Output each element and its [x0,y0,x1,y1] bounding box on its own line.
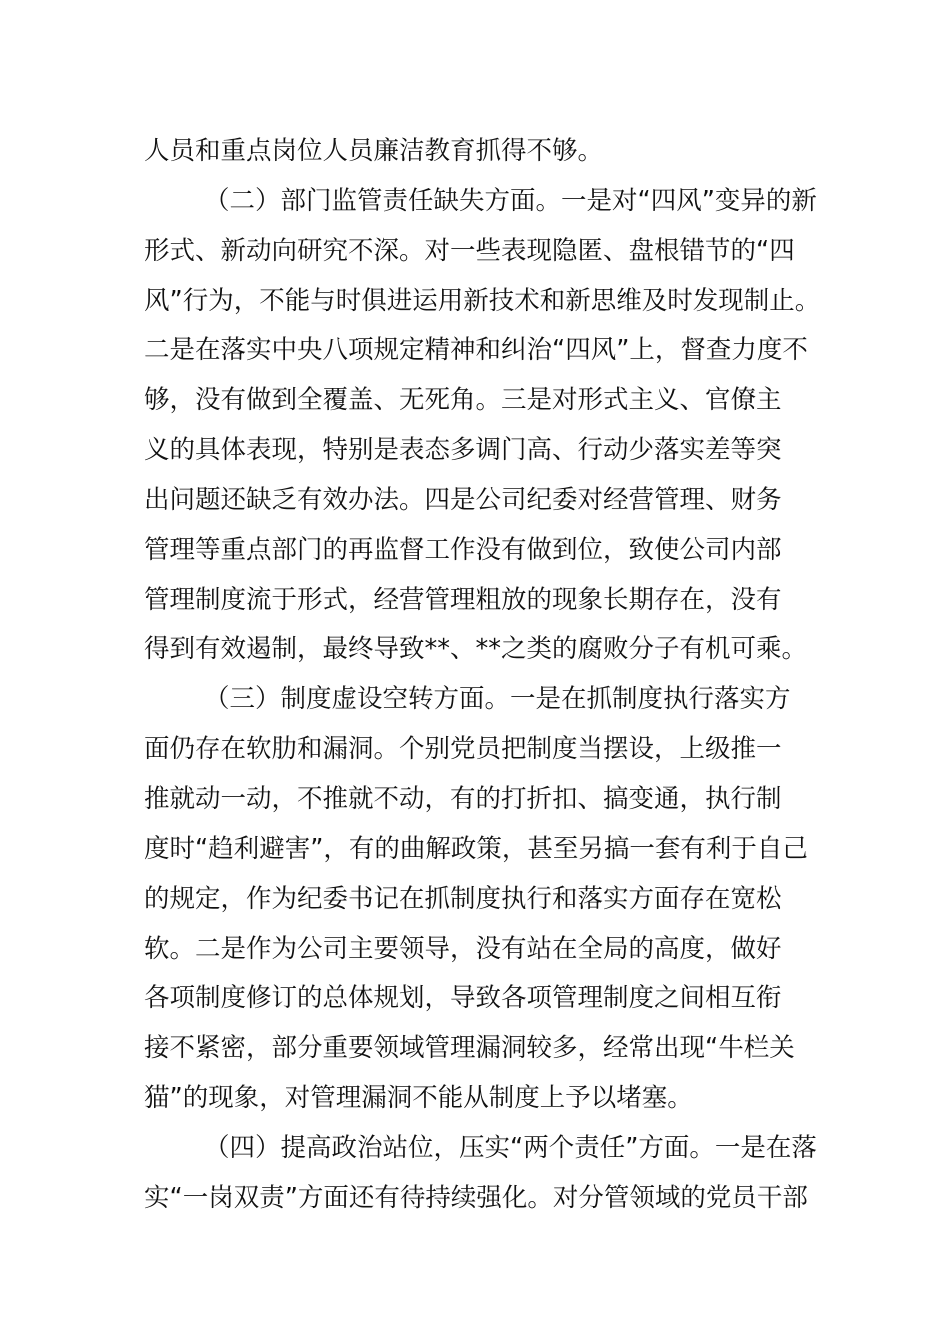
text-line: 猫”的现象，对管理漏洞不能从制度上予以堵塞。 [144,1083,693,1114]
text-line: 软。二是作为公司主要领导，没有站在全局的高度，做好 [144,933,782,964]
text-line: 形式、新动向研究不深。对一些表现隐匿、盘根错节的“四 [144,235,795,266]
text-line: 面仍存在软肋和漏洞。个别党员把制度当摆设，上级推一 [144,734,782,765]
text-line: 够，没有做到全覆盖、无死角。三是对形式主义、官僚主 [144,385,782,416]
paragraph-first-line: （三）制度虚设空转方面。一是在抓制度执行落实方 [204,684,791,715]
document-body [0,127,950,1224]
text-line: 风”行为，不能与时俱进运用新技术和新思维及时发现制止。 [144,285,821,316]
text-line: 人员和重点岗位人员廉洁教育抓得不够。 [144,136,604,166]
text-line: 实“一岗双责”方面还有待持续强化。对分管领域的党员干部 [144,1182,808,1213]
text-line: 推就动一动，不推就不动，有的打折扣、搞变通，执行制 [144,783,782,814]
paragraph-first-line: （四）提高政治站位，压实“两个责任”方面。一是在落 [204,1132,817,1163]
text-line: 接不紧密，部分重要领域管理漏洞较多，经常出现“牛栏关 [144,1033,795,1064]
text-line: 出问题还缺乏有效办法。四是公司纪委对经营管理、财务 [144,484,782,515]
text-line: 管理等重点部门的再监督工作没有做到位，致使公司内部 [144,534,782,565]
text-line: 义的具体表现，特别是表态多调门高、行动少落实差等突 [144,435,782,466]
paragraph-first-line: （二）部门监管责任缺失方面。一是对“四风”变异的新 [204,185,817,216]
text-line: 度时“趋利避害”，有的曲解政策，甚至另搞一套有利于自己 [144,833,808,864]
text-line: 管理制度流于形式，经营管理粗放的现象长期存在，没有 [144,584,782,615]
text-line: 各项制度修订的总体规划，导致各项管理制度之间相互衔 [144,983,782,1014]
text-line: 得到有效遏制，最终导致**、**之类的腐败分子有机可乘。 [144,634,808,665]
text-line: 二是在落实中央八项规定精神和纠治“四风”上，督查力度不 [144,335,808,366]
text-line: 的规定，作为纪委书记在抓制度执行和落实方面存在宽松 [144,883,782,914]
